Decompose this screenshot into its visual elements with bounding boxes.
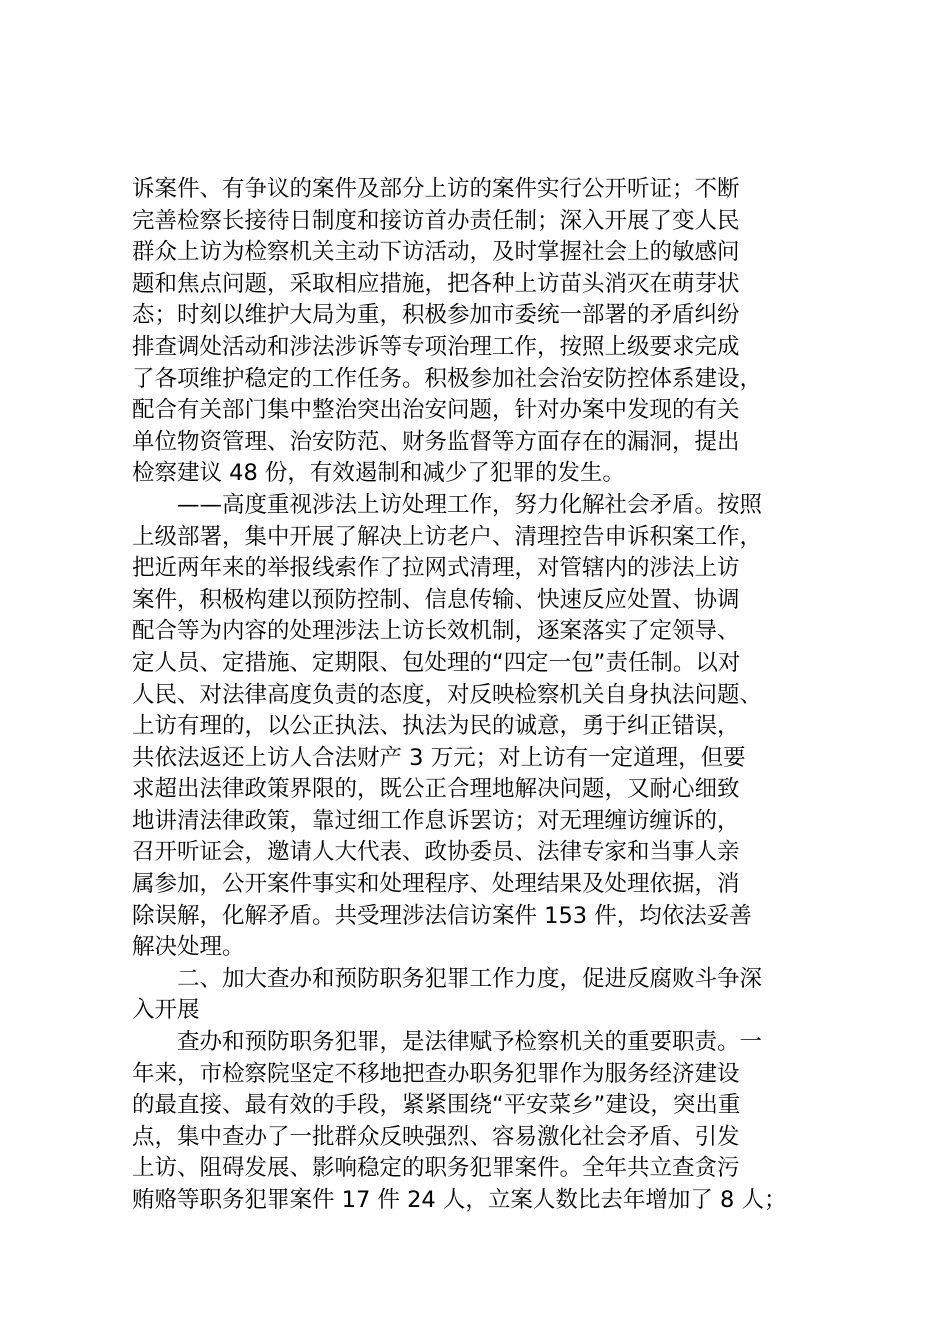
text-line: 题和焦点问题，采取相应措施，把各种上访苗头消灭在萌芽状 (132, 270, 740, 297)
text-line: 单位物资管理、治安防范、财务监督等方面存在的漏洞，提出 (132, 428, 740, 455)
text-line: 排查调处活动和涉法涉诉等专项治理工作，按照上级要求完成 (132, 333, 740, 360)
text-line: 配合等为内容的处理涉法上访长效机制，逐案落实了定领导、 (132, 618, 740, 645)
section-heading-line: 入开展 (132, 997, 200, 1024)
text-line: 案件，积极构建以预防控制、信息传输、快速反应处置、协调 (132, 586, 740, 613)
text-line: 检察建议 48 份，有效遏制和减少了犯罪的发生。 (132, 460, 625, 487)
text-line: 共依法返还上访人合法财产 3 万元；对上访有一定道理，但要 (132, 744, 746, 771)
text-line: 解决处理。 (132, 934, 245, 961)
text-line: 诉案件、有争议的案件及部分上访的案件实行公开听证；不断 (132, 176, 740, 202)
section-heading-line: 二、加大查办和预防职务犯罪工作力度，促进反腐败斗争深 (132, 965, 763, 992)
text-line: 了各项维护稳定的工作任务。积极参加社会治安防控体系建设， (132, 365, 763, 392)
text-line: 召开听证会，邀请人大代表、政协委员、法律专家和当事人亲 (132, 839, 740, 866)
text-line: 属参加，公开案件事实和处理程序、处理结果及处理依据，消 (132, 871, 740, 898)
text-line: 上访有理的，以公正执法、执法为民的诚意，勇于纠正错误， (132, 713, 740, 740)
text-line: 地讲清法律政策，靠过细工作息诉罢访；对无理缠访缠诉的， (132, 807, 740, 834)
text-line: 的最直接、最有效的手段，紧紧围绕“平安菜乡”建设，突出重 (132, 1092, 741, 1119)
text-line: 点，集中查办了一批群众反映强烈、容易激化社会矛盾、引发 (132, 1123, 740, 1150)
text-line: 贿赂等职务犯罪案件 17 件 24 人，立案人数比去年增加了 8 人； (132, 1187, 787, 1213)
text-line: 把近两年来的举报线索作了拉网式清理，对管辖内的涉法上访 (132, 555, 740, 582)
text-line: 年来，市检察院坚定不移地把查办职务犯罪作为服务经济建设 (132, 1060, 740, 1087)
text-line: 求超出法律政策界限的，既公正合理地解决问题，又耐心细致 (132, 776, 740, 803)
text-line: 上访、阻碍发展、影响稳定的职务犯罪案件。全年共立查贪污 (132, 1155, 740, 1182)
text-line: 除误解，化解矛盾。共受理涉法信访案件 153 件，均依法妥善 (132, 902, 752, 929)
body-text (132, 174, 862, 1217)
paragraph-start-line: 查办和预防职务犯罪，是法律赋予检察机关的重要职责。一 (132, 1029, 763, 1056)
text-line: 群众上访为检察机关主动下访活动，及时掌握社会上的敏感问 (132, 239, 740, 266)
text-line: 完善检察长接待日制度和接访首办责任制；深入开展了变人民 (132, 207, 740, 234)
text-line: 上级部署，集中开展了解决上访老户、清理控告申诉积案工作， (132, 523, 763, 550)
text-line: 定人员、定措施、定期限、包处理的“四定一包”责任制。以对 (132, 649, 741, 676)
text-line: 人民、对法律高度负责的态度，对反映检察机关自身执法问题、 (132, 681, 763, 708)
text-line: 态；时刻以维护大局为重，积极参加市委统一部署的矛盾纠纷 (132, 302, 740, 329)
text-line: 配合有关部门集中整治突出治安问题，针对办案中发现的有关 (132, 397, 740, 424)
paragraph-start-line: ——高度重视涉法上访处理工作，努力化解社会矛盾。按照 (132, 491, 763, 518)
